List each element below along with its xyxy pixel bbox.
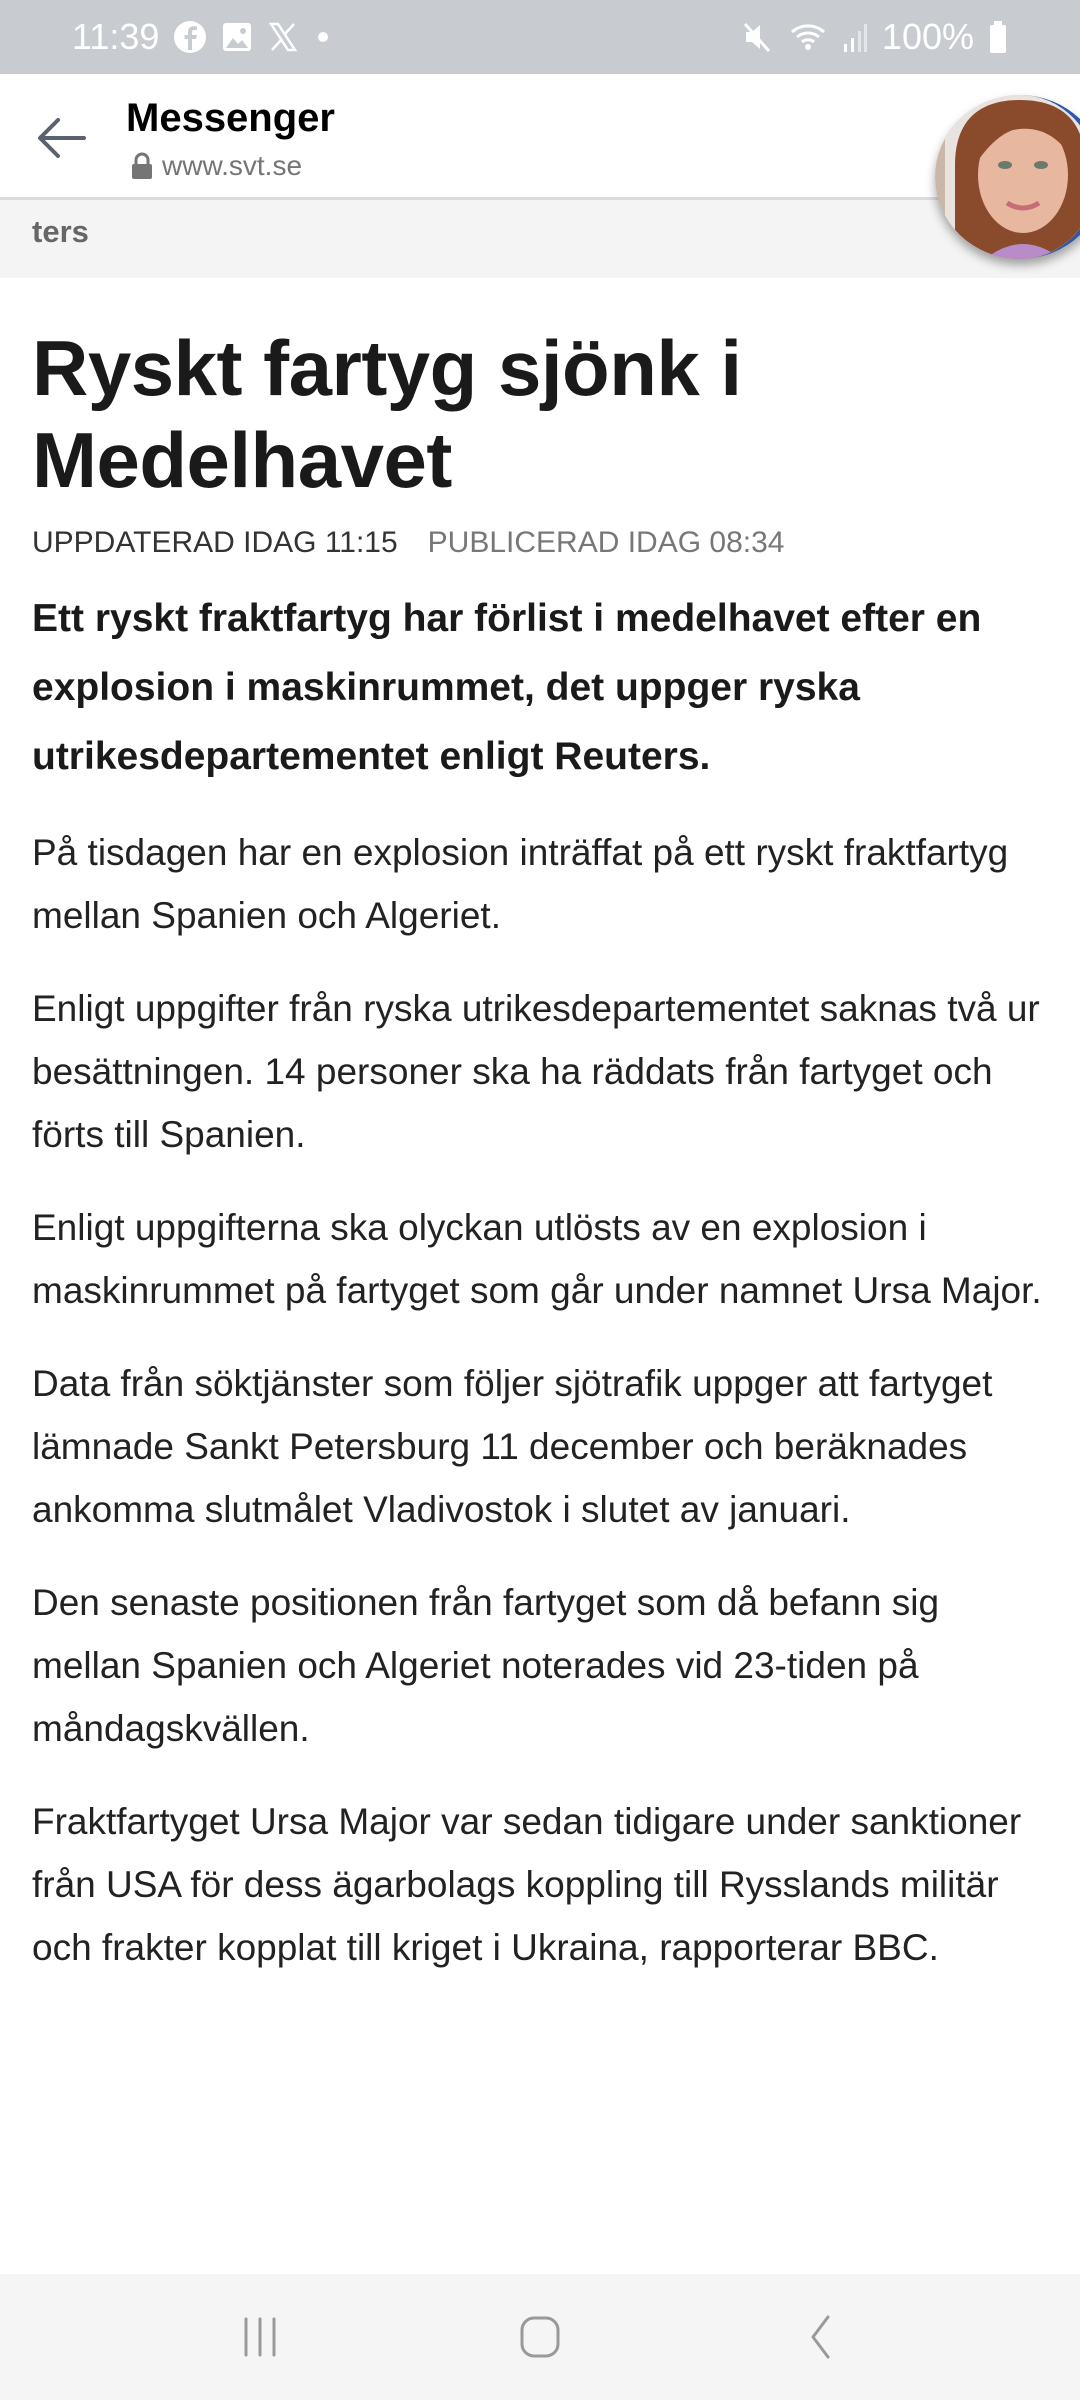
clock: 11:39 bbox=[72, 16, 160, 57]
wifi-icon bbox=[788, 20, 828, 54]
url-row[interactable] bbox=[130, 150, 302, 182]
recent-apps-button[interactable] bbox=[210, 2297, 310, 2377]
article-lead: Ett ryskt fraktfartyg har förlist i medelhavet efter en explosion i maskinrummet, det uppger ryska utrikesdepartementet enligt Reuters. bbox=[32, 597, 982, 778]
home-icon bbox=[518, 2315, 562, 2359]
article-meta bbox=[32, 526, 1048, 560]
article-paragraph: Enligt uppgifter från ryska utrikesdepartementet saknas två ur besättningen. 14 personer ska ha räddats från fartyget och förts till Spanien. bbox=[32, 988, 1040, 1155]
updated-timestamp: UPPDATERAD IDAG 11:15 bbox=[32, 526, 398, 559]
article-paragraph: På tisdagen har en explosion inträffat på ett ryskt fraktfartyg mellan Spanien och Algeriet. bbox=[32, 832, 1009, 936]
battery-icon bbox=[988, 20, 1008, 54]
published-timestamp: PUBLICERAD IDAG 08:34 bbox=[427, 526, 785, 559]
dot-icon bbox=[313, 27, 333, 47]
arrow-left-icon bbox=[34, 110, 90, 166]
page-url: www.svt.se bbox=[162, 150, 303, 181]
article-paragraph: Enligt uppgifterna ska olyckan utlösts av en explosion i maskinrummet på fartyget som går under namnet Ursa Major. bbox=[32, 1207, 1042, 1311]
home-button[interactable] bbox=[490, 2297, 590, 2377]
facebook-icon bbox=[173, 20, 207, 54]
back-button[interactable] bbox=[30, 106, 94, 170]
system-navigation-bar bbox=[0, 2274, 1080, 2400]
signal-icon bbox=[842, 20, 868, 54]
status-right bbox=[740, 16, 1008, 58]
gallery-icon bbox=[221, 21, 253, 53]
recent-apps-icon bbox=[238, 2315, 282, 2359]
x-icon bbox=[267, 21, 299, 53]
article-headline: Ryskt fartyg sjönk i Medelhavet bbox=[32, 324, 742, 504]
lock-icon bbox=[130, 152, 154, 180]
mute-icon bbox=[740, 20, 774, 54]
back-nav-button[interactable] bbox=[770, 2297, 870, 2377]
sub-navigation[interactable] bbox=[0, 200, 1080, 278]
article bbox=[0, 278, 1080, 1979]
article-paragraph: Data från söktjänster som följer sjötrafik uppger att fartyget lämnade Sankt Petersburg 11 december och beräknades ankomma slutmålet Vladivostok i slutet av januari. bbox=[32, 1363, 993, 1530]
browser-header bbox=[0, 74, 1080, 200]
app-title: Messenger bbox=[126, 96, 335, 140]
article-paragraph: Den senaste positionen från fartyget som då befann sig mellan Spanien och Algeriet noterades vid 23-tiden på måndagskvällen. bbox=[32, 1582, 940, 1749]
sub-nav-partial-label: ters bbox=[32, 214, 89, 249]
back-chevron-icon bbox=[798, 2315, 842, 2359]
status-bar bbox=[0, 0, 1080, 74]
article-paragraph: Fraktfartyget Ursa Major var sedan tidigare under sanktioner från USA för dess ägarbolags koppling till Rysslands militär och frakter kopplat till kriget i Ukraina, rapporterar BBC. bbox=[32, 1801, 1022, 1968]
status-left bbox=[72, 16, 333, 58]
battery-percent: 100% bbox=[881, 16, 974, 57]
